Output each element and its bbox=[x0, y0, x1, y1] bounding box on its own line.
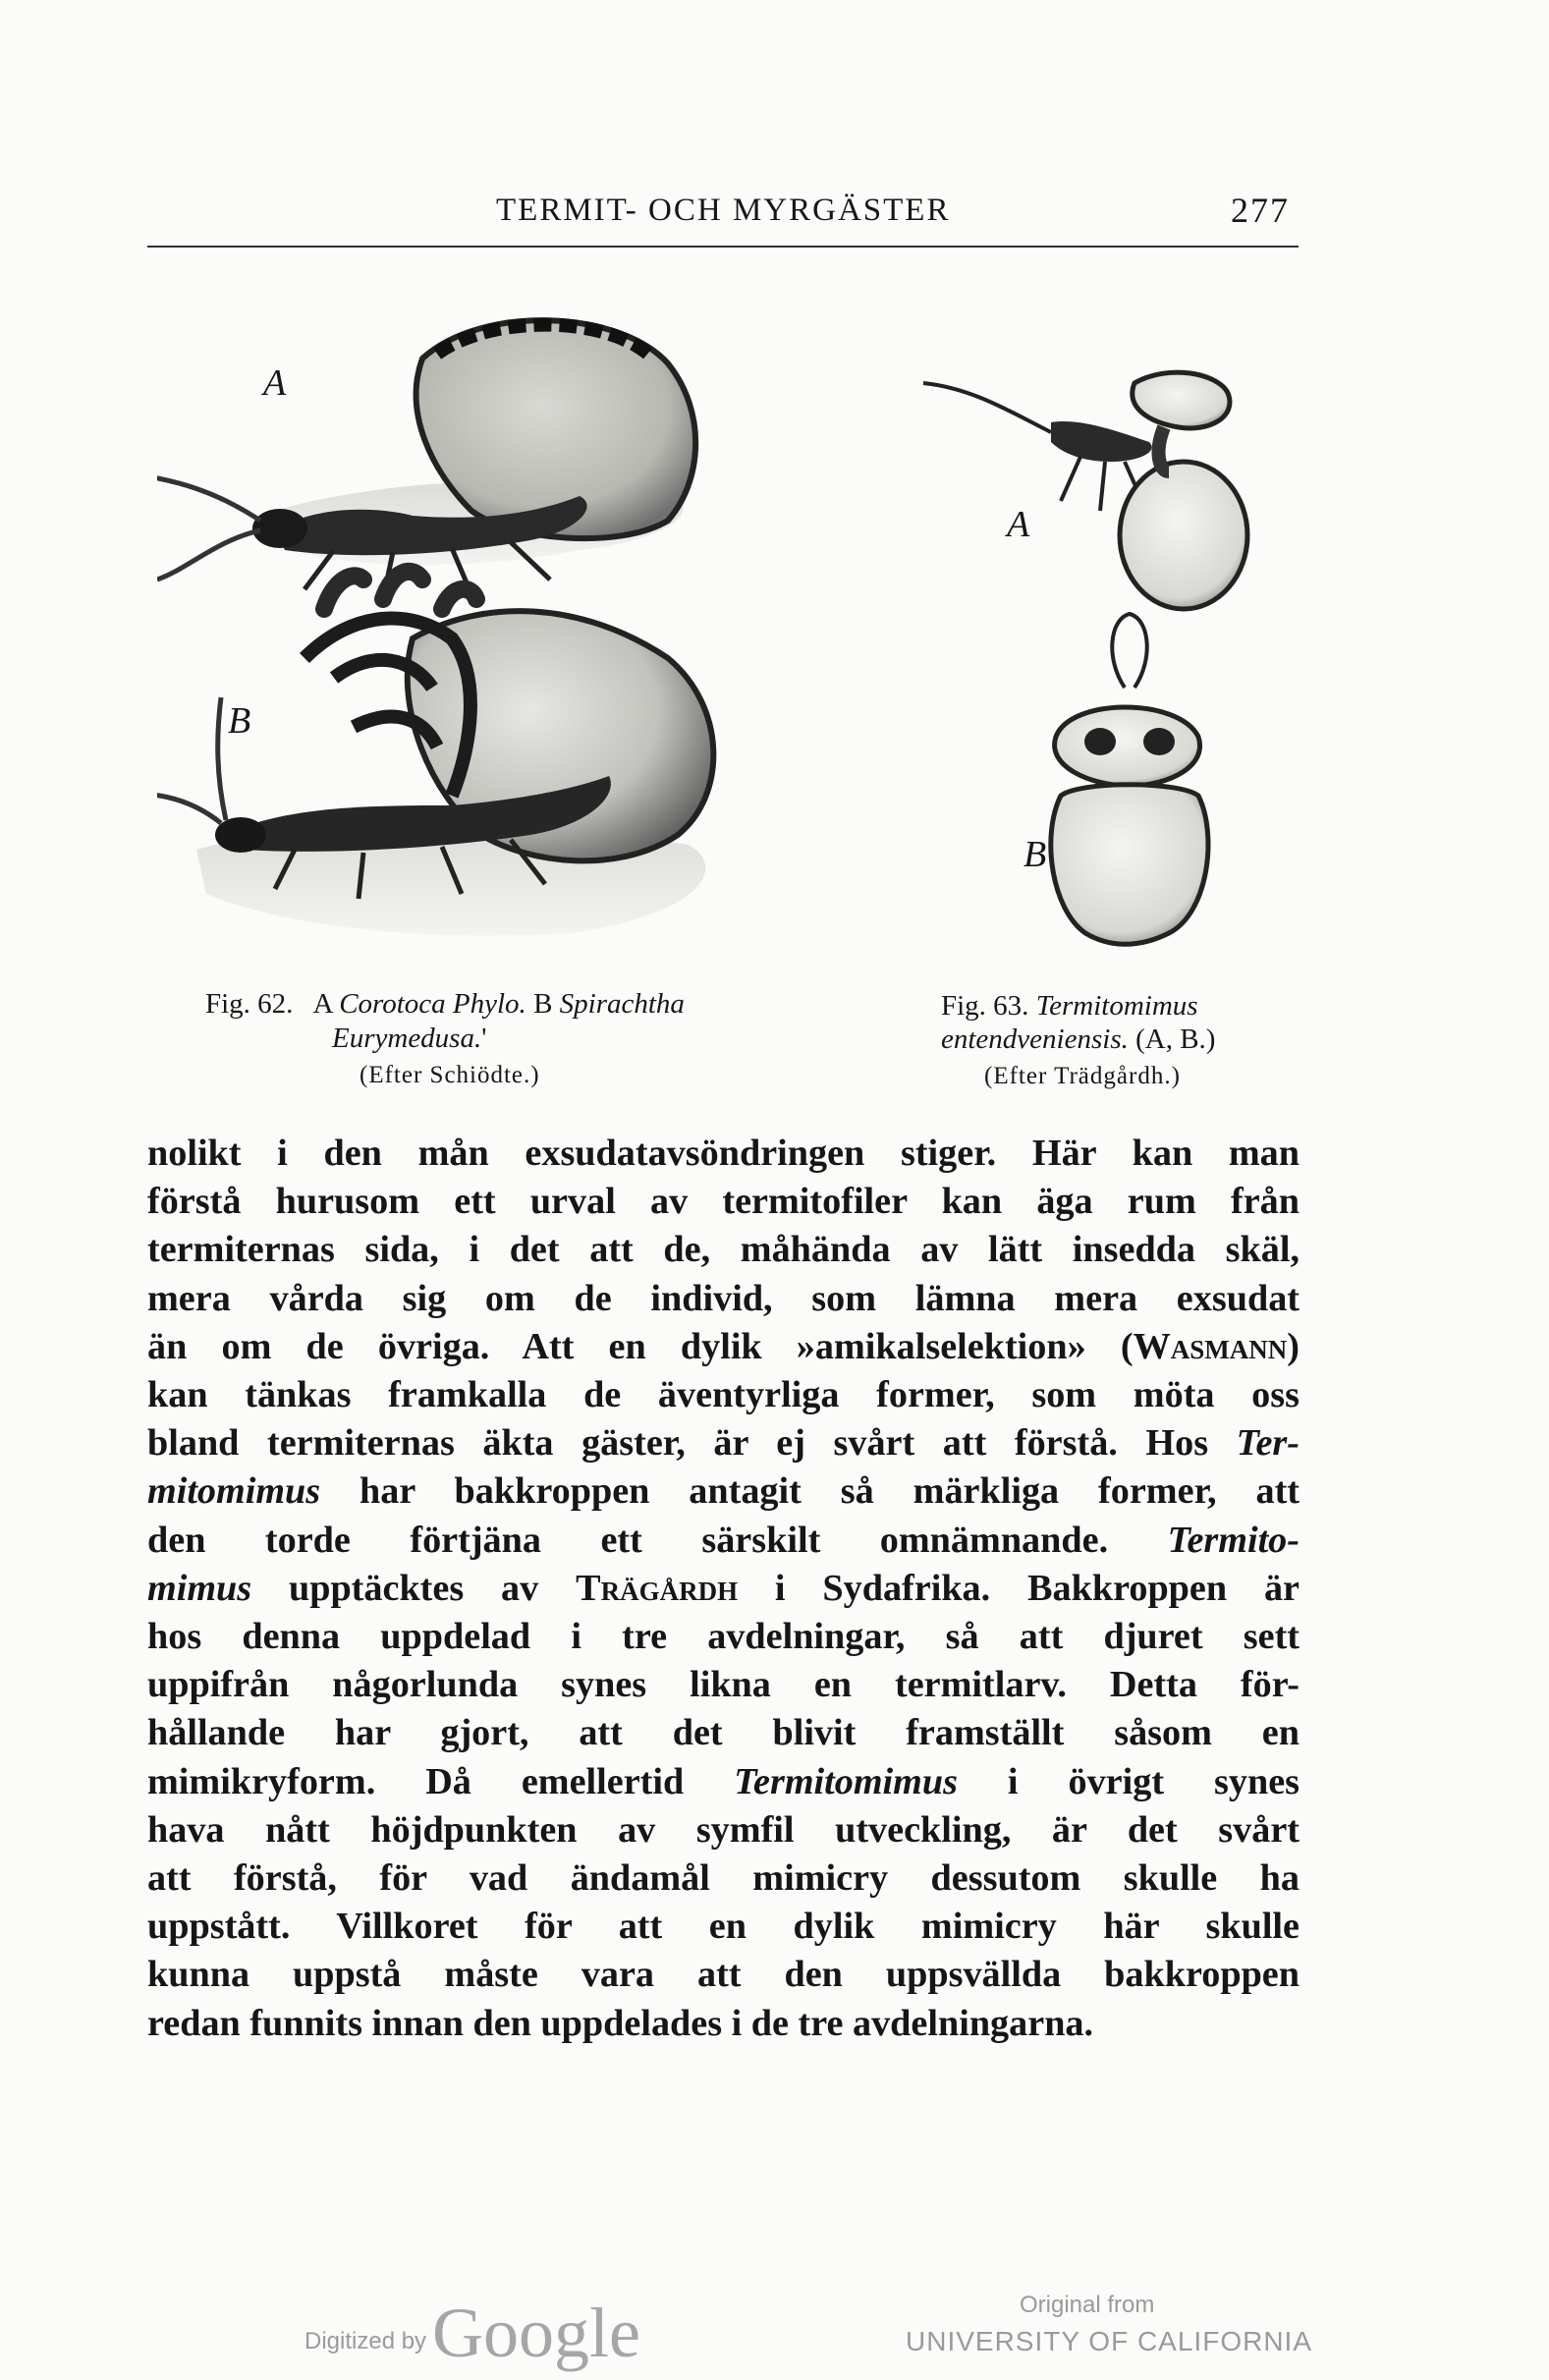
fig63-caption-parts: (A, B.) bbox=[1135, 1024, 1216, 1055]
body-line-9 bbox=[147, 1517, 1300, 1565]
fig62a-head bbox=[252, 509, 307, 548]
fig62b-antenna-2 bbox=[218, 697, 226, 820]
body-line-19: redan funnits innan den uppdelades i de tre avdelningarna. bbox=[147, 2002, 1094, 2044]
fig62-caption-b-prefix: B bbox=[533, 988, 553, 1020]
google-logo: Google bbox=[432, 2294, 640, 2372]
body-line-5 bbox=[147, 1323, 1300, 1371]
fig63a-antenna bbox=[923, 383, 1051, 432]
fig63b-spot-right bbox=[1143, 728, 1175, 755]
body-line-18: kunna uppstå måste vara att den uppsvällda bakkroppen bbox=[147, 1954, 1300, 1996]
fig62-caption-a-prefix: A bbox=[312, 988, 332, 1020]
body-line-1: nolikt i den mån exsudatavsöndringen stiger. Här kan man bbox=[147, 1133, 1300, 1174]
fig62-illustration bbox=[157, 285, 845, 972]
header-rule bbox=[147, 246, 1299, 248]
author-wasmann: Wasmann bbox=[1133, 1325, 1288, 1367]
body-line-8 bbox=[147, 1467, 1300, 1516]
fig63b-thorax bbox=[1055, 707, 1200, 786]
fig62-caption-b-species-2: Eurymedusa. bbox=[332, 1023, 482, 1054]
body-line-14 bbox=[147, 1758, 1300, 1806]
fig62-label-a: A bbox=[263, 362, 287, 404]
body-line-2: förstå hurusom ett urval av termitofiler kan äga rum från bbox=[147, 1181, 1300, 1223]
body-line-15: hava nått höjdpunkten av symfil utveckling, är det svårt bbox=[147, 1808, 1300, 1851]
body-line-10 bbox=[147, 1565, 1300, 1613]
fig63-label-a: A bbox=[1007, 504, 1030, 545]
page-number: 277 bbox=[1231, 191, 1290, 230]
fig62-caption-line1 bbox=[205, 987, 685, 1021]
body-line-6: kan tänkas framkalla de äventyrliga former, som möta oss bbox=[147, 1374, 1300, 1416]
body-line-12: uppifrån någorlunda synes likna en termitlarv. Detta för- bbox=[147, 1664, 1300, 1706]
body-line-8a: mitomimus bbox=[147, 1470, 321, 1513]
body-text bbox=[147, 1130, 1300, 2048]
fig62-label-b: B bbox=[228, 700, 251, 742]
fig62-caption-b-species-1: Spirachtha bbox=[559, 988, 685, 1020]
fig63b-abdomen bbox=[1051, 785, 1208, 945]
body-line-16: att förstå, för vad ändamål mimicry dessutom skulle ha bbox=[147, 1857, 1300, 1900]
body-line-7 bbox=[147, 1419, 1300, 1467]
fig63-caption-number: Fig. 63. bbox=[941, 990, 1029, 1022]
fig62b-antenna-1 bbox=[157, 794, 221, 823]
body-line-10d: i Sydafrika. Bakkroppen är bbox=[738, 1567, 1300, 1609]
fig62-credit: (Efter Schiödte.) bbox=[360, 1062, 540, 1088]
body-line-13: hållande har gjort, att det blivit framställt såsom en bbox=[147, 1712, 1300, 1754]
fig63b-antenna-loop bbox=[1112, 614, 1146, 688]
fig62a-antenna-2 bbox=[157, 530, 260, 580]
original-from-label: Original from bbox=[1020, 2292, 1155, 2318]
fig63a-thorax-lobe bbox=[1133, 372, 1230, 428]
author-tragardh: Trägårdh bbox=[576, 1567, 739, 1609]
body-line-4: mera vårda sig om de individ, som lämna mera exsudat bbox=[147, 1277, 1300, 1319]
body-line-9b: Termito- bbox=[1167, 1519, 1300, 1561]
fig62-caption-mark: ' bbox=[481, 1023, 487, 1054]
fig63-label-b: B bbox=[1023, 834, 1047, 875]
fig63b-spot-left bbox=[1084, 728, 1116, 755]
body-line-11: hos denna uppdelad i tre avdelningar, så att djuret sett bbox=[147, 1616, 1300, 1658]
fig63a-body bbox=[1051, 421, 1152, 462]
fig63a-abdomen bbox=[1120, 462, 1247, 609]
fig63a-connector bbox=[1159, 427, 1169, 471]
fig63-illustration bbox=[913, 363, 1267, 992]
body-line-7b: Ter- bbox=[1236, 1422, 1300, 1465]
digitized-by-label: Digitized by bbox=[304, 2328, 427, 2354]
fig63-caption-species-1: Termitomimus bbox=[1035, 990, 1198, 1022]
fig63-credit: (Efter Trädgårdh.) bbox=[984, 1063, 1181, 1089]
body-line-14a: mimikryform. Då emellertid bbox=[147, 1760, 735, 1802]
fig63-caption-line2 bbox=[941, 1023, 1215, 1056]
fig62a-antenna-1 bbox=[157, 476, 260, 521]
fig62-caption-a-species: Corotoca Phylo. bbox=[339, 988, 526, 1020]
body-line-3: termiternas sida, i det att de, måhända av lätt insedda skäl, bbox=[147, 1229, 1300, 1271]
fig62b-processes bbox=[324, 572, 476, 609]
fig62-caption-line2 bbox=[332, 1022, 486, 1055]
body-line-10a: mimus bbox=[147, 1567, 252, 1609]
fig62b-head bbox=[215, 817, 266, 853]
body-line-5c: ) bbox=[1287, 1325, 1300, 1367]
running-head: TERMIT- OCH MYRGÄSTER bbox=[496, 193, 951, 228]
university-label: UNIVERSITY OF CALIFORNIA bbox=[906, 2326, 1312, 2356]
body-line-9a: den torde förtjäna ett särskilt omnämnande. bbox=[147, 1519, 1168, 1561]
body-line-17: uppstått. Villkoret för att en dylik mimicry här skulle bbox=[147, 1906, 1300, 1948]
body-line-14c: i övrigt synes bbox=[957, 1760, 1300, 1802]
fig63-caption-line1 bbox=[941, 989, 1198, 1023]
fig63-caption-species-2: entendveniensis. bbox=[941, 1024, 1129, 1055]
body-line-10b: upptäcktes av bbox=[251, 1567, 577, 1609]
body-line-8b: har bakkroppen antagit så märkliga former, att bbox=[320, 1470, 1300, 1513]
body-line-5a: än om de övriga. Att en dylik »amikalselektion» ( bbox=[147, 1325, 1134, 1367]
fig62-caption-number: Fig. 62. bbox=[205, 988, 294, 1020]
body-line-14b: Termitomimus bbox=[734, 1760, 958, 1802]
body-line-7a: bland termiternas äkta gäster, är ej svårt att förstå. Hos bbox=[147, 1422, 1237, 1465]
